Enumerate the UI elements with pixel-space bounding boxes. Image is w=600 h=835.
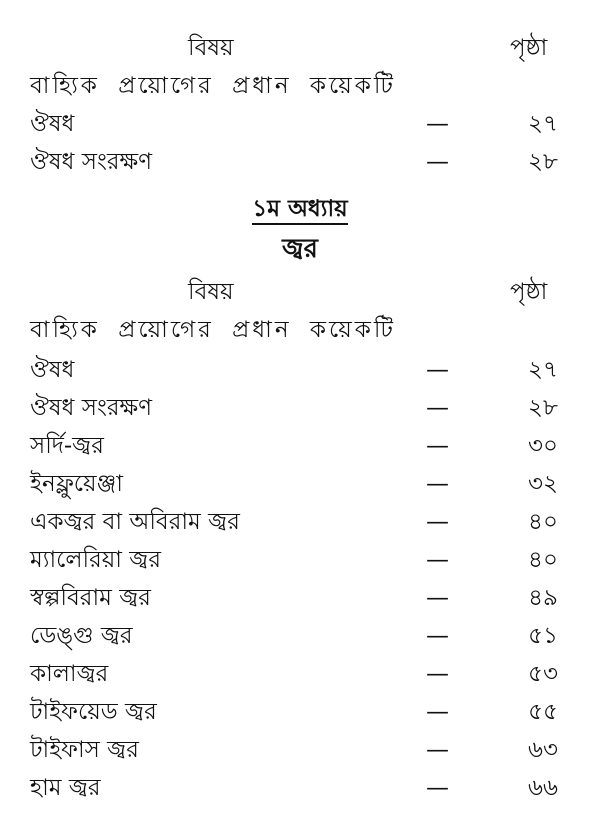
toc-entry-label: কালাজ্বর — [30, 661, 109, 687]
toc-entry-dash: — — [426, 775, 449, 801]
toc-entry-label: ম্যালেরিয়া জ্বর — [30, 547, 161, 573]
toc-entry-label: টাইফয়েড জ্বর — [30, 699, 157, 725]
toc-entry — [30, 428, 570, 464]
toc-entry-page: ৬৬ — [528, 775, 558, 801]
toc-entry-label: বাহ্যিক প্রয়োগের প্রধান কয়েকটি — [30, 73, 396, 99]
toc-entry-label: স্বল্পবিরাম জ্বর — [30, 585, 151, 611]
toc-entry-dash: — — [426, 737, 449, 763]
toc-entry-page: ২৭ — [528, 357, 558, 383]
toc-entry-label: ডেঙ্গু জ্বর — [30, 623, 133, 649]
toc-entry — [30, 618, 570, 654]
toc-entry — [30, 390, 570, 426]
toc-entry — [30, 770, 570, 806]
toc-entry — [30, 352, 570, 388]
toc-entry-label: ঔষধ সংরক্ষণ — [30, 395, 153, 421]
toc-entry-dash: — — [426, 149, 449, 175]
subject-heading: বিষয় — [188, 279, 234, 305]
page-heading: পৃষ্ঠা — [510, 35, 548, 61]
chapter-number — [0, 192, 600, 226]
toc-entry-label: সর্দি-জ্বর — [30, 433, 104, 459]
toc-entry — [30, 656, 570, 692]
toc-entry-page: ৪০ — [528, 547, 558, 573]
subject-heading: বিষয় — [188, 35, 234, 61]
toc-entry-label: একজ্বর বা অবিরাম জ্বর — [30, 509, 240, 535]
toc-entry-page: ৩২ — [528, 471, 558, 497]
toc-entry — [30, 542, 570, 578]
toc-entry — [30, 312, 570, 348]
toc-entry — [30, 694, 570, 730]
chapter-title: জ্বর — [282, 234, 318, 264]
toc-entry — [30, 466, 570, 502]
toc-entry-page: ৪০ — [528, 509, 558, 535]
toc-entry-label: ঔষধ — [30, 111, 75, 137]
toc-entry-page: ২৮ — [528, 395, 558, 421]
toc-entry-dash: — — [426, 699, 449, 725]
toc-entry-dash: — — [426, 509, 449, 535]
toc-entry-page: ৫৫ — [528, 699, 558, 725]
toc-entry — [30, 580, 570, 616]
toc-entry-label: বাহ্যিক প্রয়োগের প্রধান কয়েকটি — [30, 317, 396, 343]
toc-entry-label: ঔষধ — [30, 357, 75, 383]
toc-entry-dash: — — [426, 357, 449, 383]
toc-entry-dash: — — [426, 661, 449, 687]
toc-entry-label: ঔষধ সংরক্ষণ — [30, 149, 153, 175]
toc-entry-dash: — — [426, 111, 449, 137]
toc-entry-page: ৪৯ — [528, 585, 558, 611]
toc-entry-page: ৫৩ — [528, 661, 558, 687]
toc-entry-page: ৬৩ — [528, 737, 558, 763]
toc-entry — [30, 504, 570, 540]
toc-entry — [30, 144, 570, 180]
toc-entry-page: ২৮ — [528, 149, 558, 175]
toc-entry-dash: — — [426, 471, 449, 497]
toc-entry-page: ৫১ — [528, 623, 558, 649]
toc-entry-dash: — — [426, 547, 449, 573]
toc-entry — [30, 68, 570, 104]
toc-entry-page: ২৭ — [528, 111, 558, 137]
toc-entry — [30, 732, 570, 768]
toc-entry-label: ইনফ্লুয়েঞ্জা — [30, 471, 123, 497]
toc-entry — [30, 106, 570, 142]
toc-entry-dash: — — [426, 433, 449, 459]
chapter-number-text: ১ম অধ্যায় — [252, 196, 347, 225]
toc-entry-dash: — — [426, 585, 449, 611]
toc-entry-label: টাইফাস জ্বর — [30, 737, 139, 763]
toc-entry-label: হাম জ্বর — [30, 775, 101, 801]
toc-entry-page: ৩০ — [528, 433, 558, 459]
toc-entry-dash: — — [426, 623, 449, 649]
page-heading: পৃষ্ঠা — [510, 279, 548, 305]
toc-entry-dash: — — [426, 395, 449, 421]
